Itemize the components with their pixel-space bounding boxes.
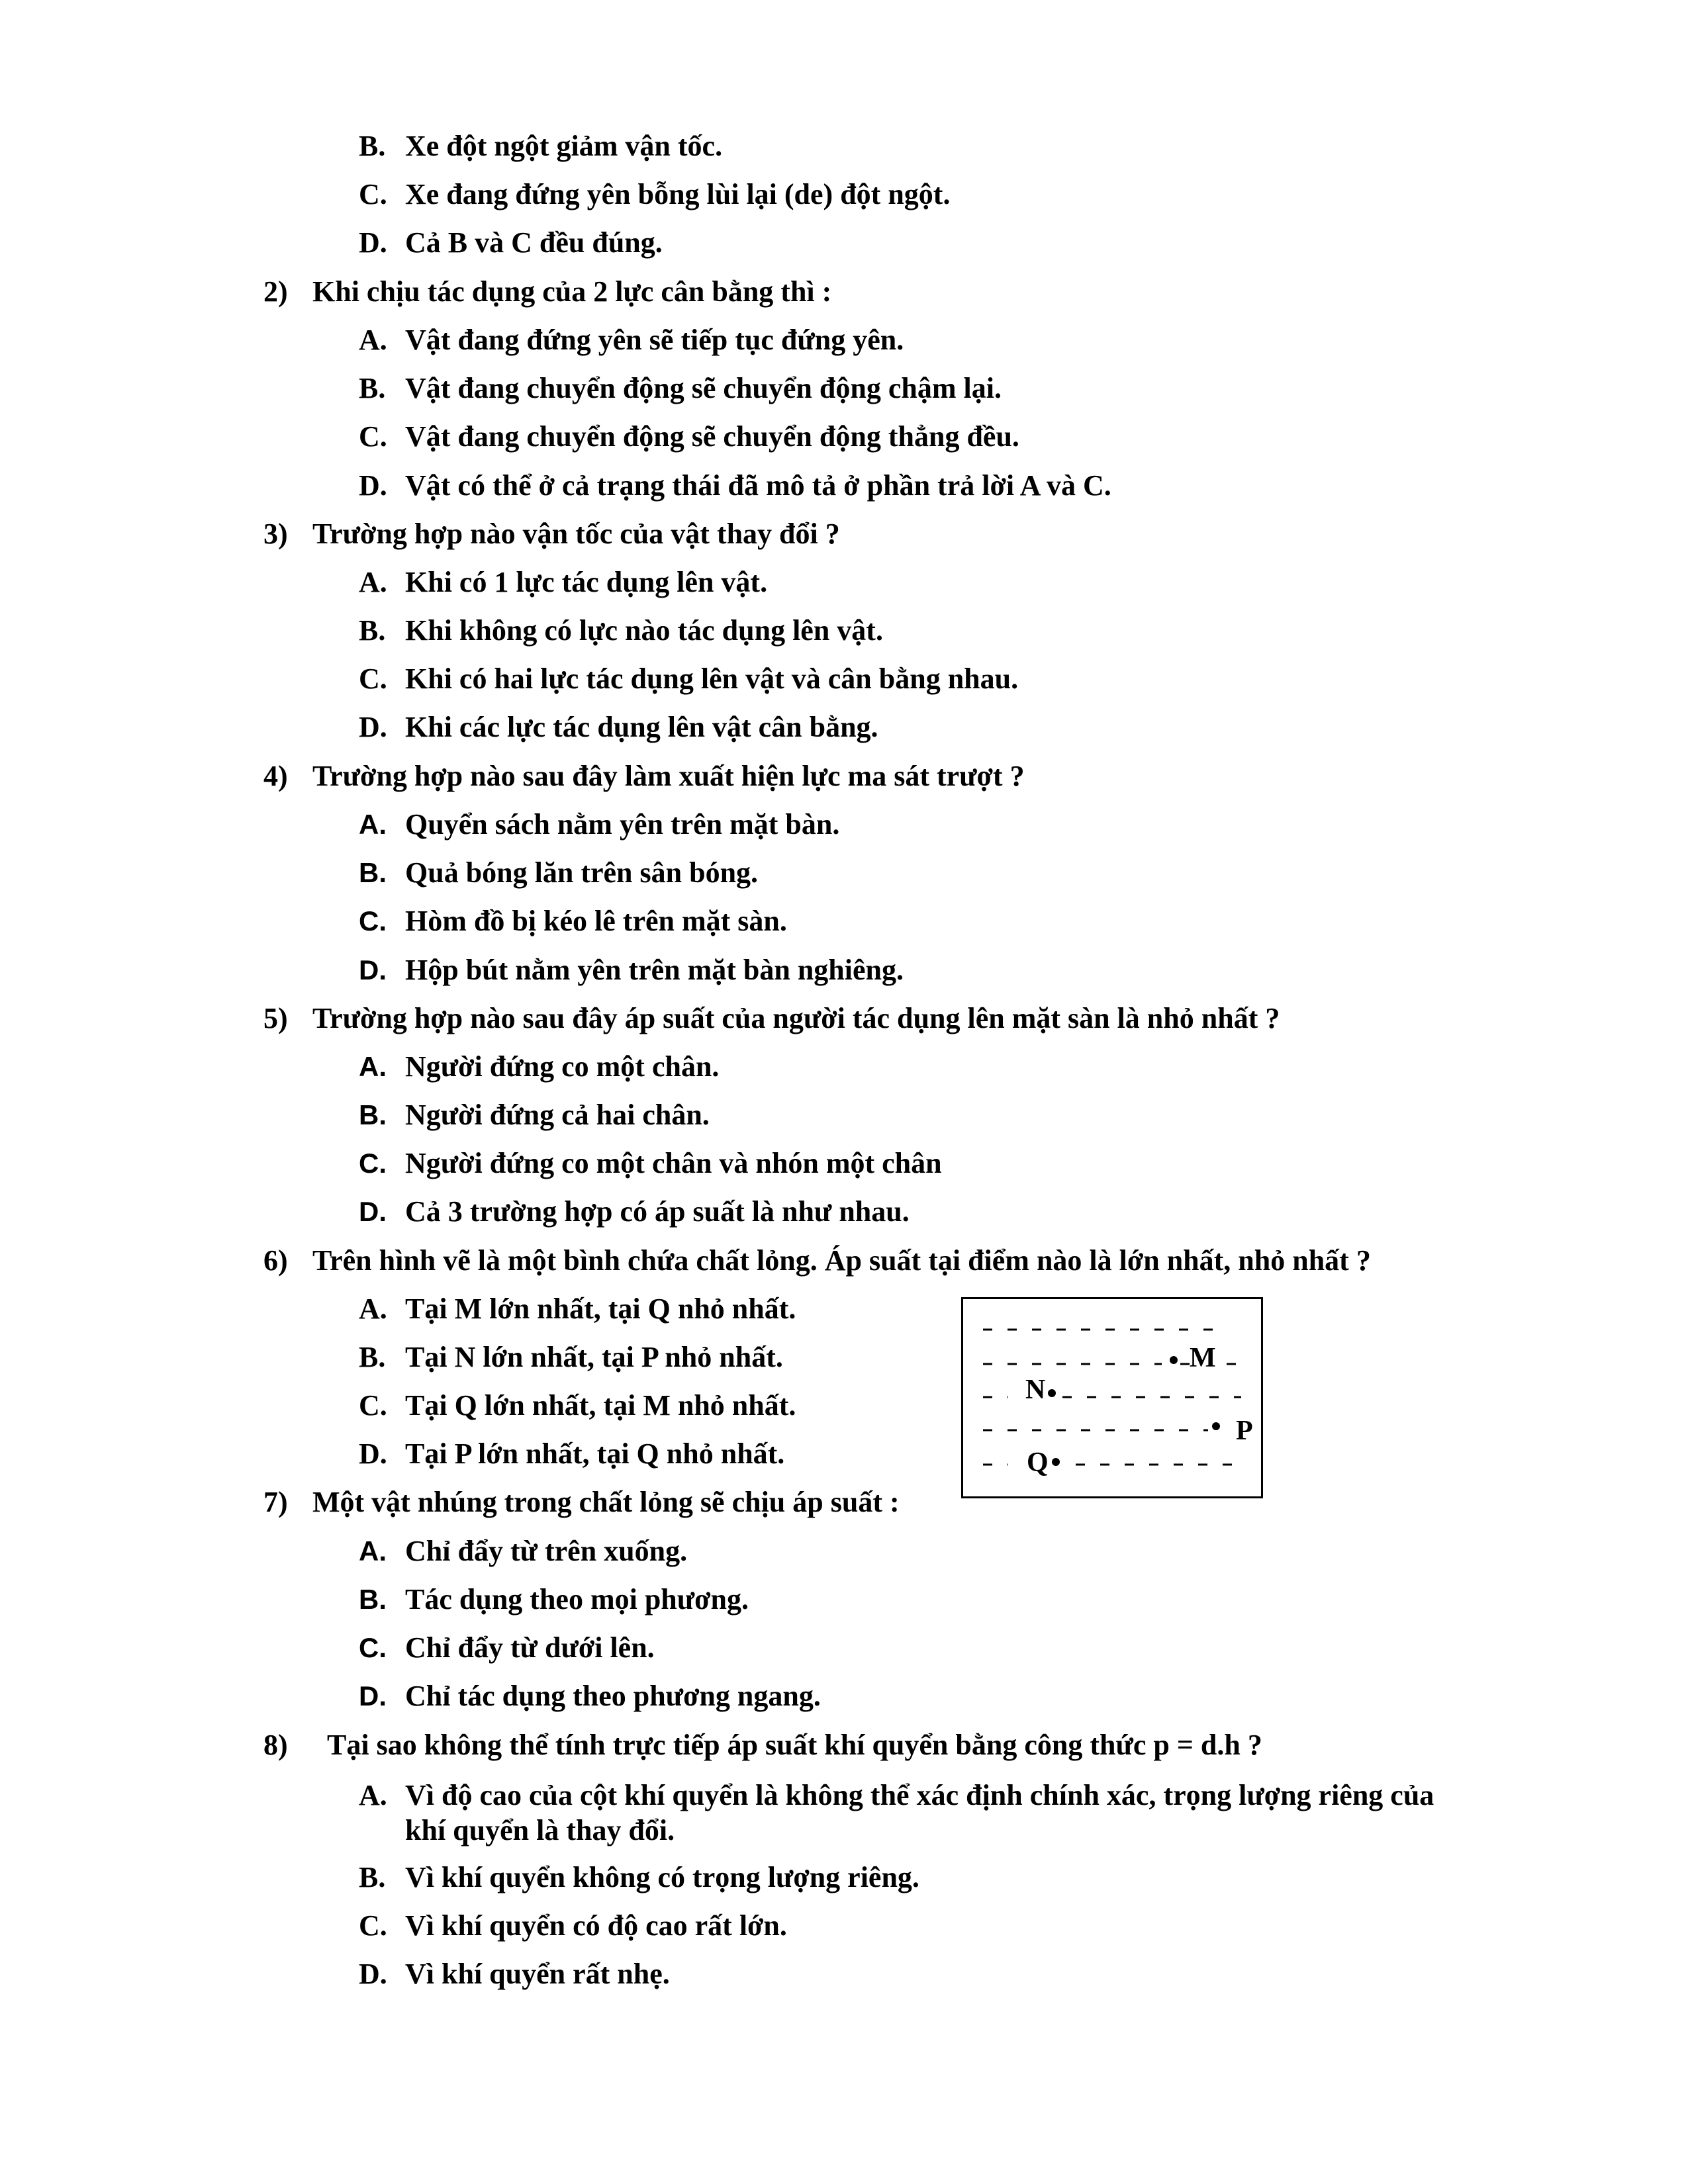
option-text: Vì khí quyển rất nhẹ. [405, 1958, 670, 1990]
question-number: 8) [263, 1729, 288, 1761]
option-letter: D. [359, 1680, 387, 1711]
option-letter: A. [359, 1293, 387, 1325]
label-q: Q [1027, 1447, 1049, 1478]
option-text: Vật đang chuyển động sẽ chuyển động chậm lại. [405, 372, 1002, 404]
liquid-container-diagram [961, 1297, 1263, 1498]
option-text: Khi có hai lực tác dụng lên vật và cân bằng nhau. [405, 662, 1019, 695]
option-letter: C. [359, 1632, 387, 1663]
option-letter: A. [359, 809, 387, 840]
option-letter: D. [359, 954, 387, 985]
option-letter: B. [359, 1099, 387, 1130]
option-letter: A. [359, 1051, 387, 1082]
point-p-dot [1212, 1422, 1220, 1430]
option-letter: B. [359, 614, 386, 647]
option-text: Chỉ đẩy từ dưới lên. [405, 1631, 655, 1664]
option-text: Khi các lực tác dụng lên vật cân bằng. [405, 711, 878, 743]
option-text: Cả B và C đều đúng. [405, 226, 663, 259]
option-text: Vật đang chuyển động sẽ chuyển động thẳng đều. [405, 420, 1019, 453]
question-number: 5) [263, 1002, 288, 1034]
question-number: 6) [263, 1244, 288, 1277]
option-text: Quả bóng lăn trên sân bóng. [405, 856, 759, 889]
liquid-diagram-svg [963, 1299, 1261, 1496]
option-text: Vật đang đứng yên sẽ tiếp tục đứng yên. [405, 324, 904, 356]
question-text: Trường hợp nào vận tốc của vật thay đổi ? [312, 518, 840, 550]
option-letter: B. [359, 857, 387, 888]
option-text: Hòm đồ bị kéo lê trên mặt sàn. [405, 905, 787, 937]
option-text: Người đứng co một chân và nhón một chân [405, 1147, 942, 1179]
option-letter: D. [359, 469, 387, 502]
option-letter: A. [359, 566, 387, 598]
question-text: Một vật nhúng trong chất lỏng sẽ chịu áp suất : [312, 1486, 900, 1518]
point-n-dot [1048, 1389, 1056, 1397]
option-letter: C. [359, 1389, 387, 1422]
question-number: 4) [263, 760, 288, 792]
option-text: Vì khí quyển không có trọng lượng riêng. [405, 1861, 919, 1893]
option-text: Vì khí quyển có độ cao rất lớn. [405, 1909, 787, 1942]
option-text: Quyển sách nằm yên trên mặt bàn. [405, 808, 840, 841]
option-text: Tại M lớn nhất, tại Q nhỏ nhất. [405, 1293, 796, 1325]
option-text: Chỉ đẩy từ trên xuống. [405, 1535, 688, 1567]
option-letter: D. [359, 226, 387, 259]
option-text: Chỉ tác dụng theo phương ngang. [405, 1680, 821, 1712]
label-n: N [1025, 1375, 1046, 1405]
option-letter: B. [359, 130, 386, 162]
option-text: Khi không có lực nào tác dụng lên vật. [405, 614, 883, 647]
option-text: Xe đang đứng yên bỗng lùi lại (de) đột ngột. [405, 178, 951, 210]
question-text: Trên hình vẽ là một bình chứa chất lỏng. Áp suất tại điểm nào là lớn nhất, nhỏ nhất ? [312, 1244, 1371, 1277]
question-number: 2) [263, 275, 288, 308]
option-text-continued: khí quyển là thay đổi. [405, 1814, 675, 1846]
option-letter: D. [359, 1196, 387, 1227]
label-p: P [1236, 1416, 1253, 1446]
question-text: Trường hợp nào sau đây áp suất của người tác dụng lên mặt sàn là nhỏ nhất ? [312, 1002, 1280, 1034]
option-text: Tại P lớn nhất, tại Q nhỏ nhất. [405, 1437, 785, 1470]
option-letter: A. [359, 1535, 387, 1567]
option-letter: C. [359, 662, 387, 695]
option-text: Tại N lớn nhất, tại P nhỏ nhất. [405, 1341, 783, 1373]
option-text: Hộp bút nằm yên trên mặt bàn nghiêng. [405, 954, 904, 986]
option-letter: A. [359, 1779, 387, 1811]
option-letter: C. [359, 420, 387, 453]
option-letter: D. [359, 1437, 387, 1470]
point-q-dot [1052, 1458, 1060, 1466]
option-letter: B. [359, 1861, 386, 1893]
option-text: Tại Q lớn nhất, tại M nhỏ nhất. [405, 1389, 796, 1422]
point-m-dot [1170, 1356, 1178, 1364]
option-letter: A. [359, 324, 387, 356]
option-letter: B. [359, 1584, 387, 1615]
option-text: Khi có 1 lực tác dụng lên vật. [405, 566, 768, 598]
option-text: Người đứng co một chân. [405, 1050, 720, 1083]
option-text: Vì độ cao của cột khí quyển là không thể xác định chính xác, trọng lượng riêng của [405, 1779, 1434, 1811]
option-letter: C. [359, 1909, 387, 1942]
option-letter: C. [359, 905, 387, 936]
option-letter: C. [359, 178, 387, 210]
question-text: Khi chịu tác dụng của 2 lực cân bằng thì : [312, 275, 832, 308]
question-number: 7) [263, 1486, 288, 1518]
option-text: Cả 3 trường hợp có áp suất là như nhau. [405, 1195, 910, 1228]
option-text: Xe đột ngột giảm vận tốc. [405, 130, 723, 162]
label-m: M [1190, 1343, 1216, 1373]
option-letter: B. [359, 1341, 386, 1373]
option-text: Vật có thể ở cả trạng thái đã mô tả ở phần trả lời A và C. [405, 469, 1111, 502]
option-text: Tác dụng theo mọi phương. [405, 1583, 749, 1615]
option-letter: C. [359, 1148, 387, 1179]
option-letter: D. [359, 711, 387, 743]
option-letter: D. [359, 1958, 387, 1990]
question-text: Trường hợp nào sau đây làm xuất hiện lực ma sát trượt ? [312, 760, 1025, 792]
option-text: Người đứng cả hai chân. [405, 1099, 710, 1131]
question-text: Tại sao không thể tính trực tiếp áp suất khí quyển bằng công thức p = d.h ? [327, 1729, 1262, 1761]
option-letter: B. [359, 372, 386, 404]
question-number: 3) [263, 518, 288, 550]
